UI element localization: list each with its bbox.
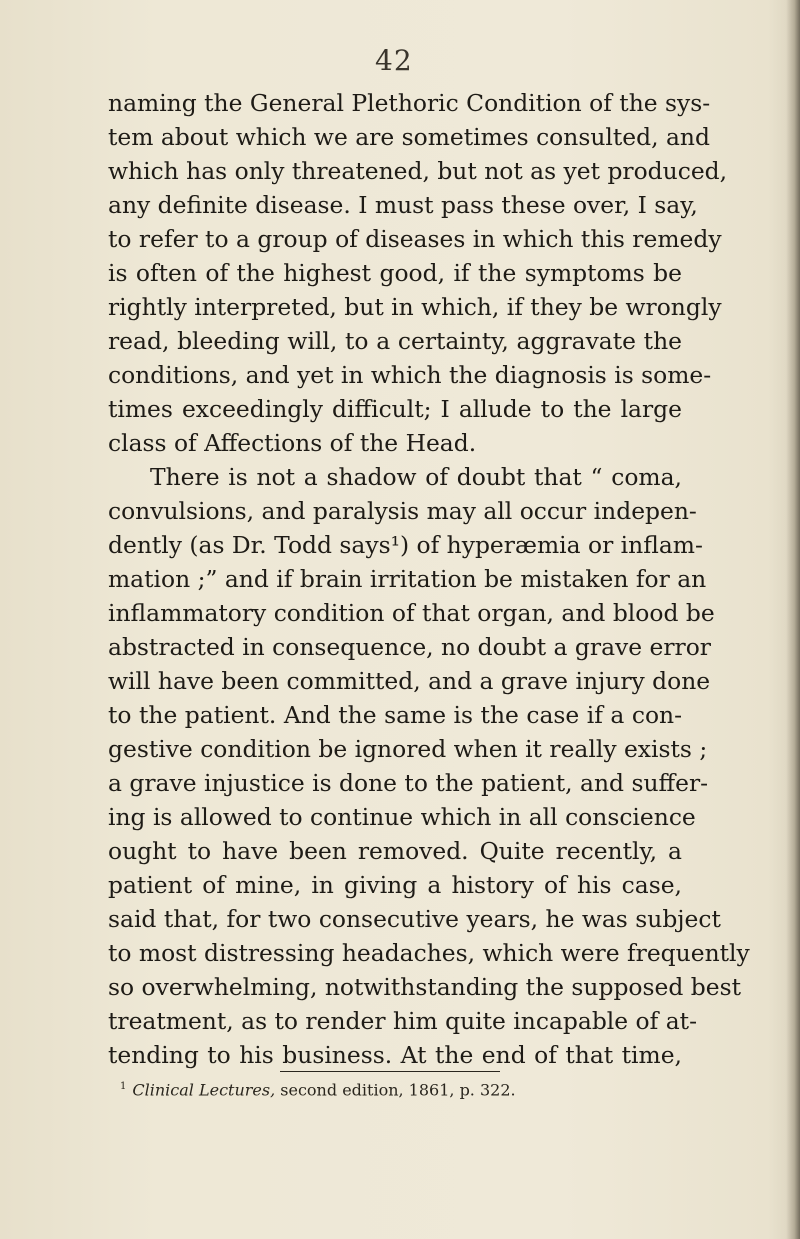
text-line: said that, for two consecutive years, he was subject	[108, 905, 721, 933]
footnote-mark: 1	[120, 1081, 127, 1092]
text-line: conditions, and yet in which the diagnosis is some-	[108, 361, 712, 389]
text-line: gestive condition be ignored when it really exists ;	[108, 735, 708, 763]
text-line: any definite disease. I must pass these over, I say,	[108, 191, 698, 219]
text-line: inflammatory condition of that organ, and blood be	[108, 599, 715, 627]
text-line: will have been committed, and a grave injury done	[108, 667, 711, 695]
text-line: class of Affections of the Head.	[108, 429, 477, 457]
text-line: patient of mine, in giving a history of his case,	[108, 871, 682, 899]
page-edge-shadow	[786, 0, 800, 1239]
text-line: to most distressing headaches, which were frequently	[108, 939, 750, 967]
text-line: dently (as Dr. Todd says¹) of hyperæmia or inflam-	[108, 531, 703, 559]
page-number: 42	[375, 44, 413, 77]
footnote-rule	[280, 1071, 500, 1072]
text-line: ought to have been removed. Quite recently, a	[108, 837, 682, 865]
text-line: which has only threatened, but not as yet produced,	[108, 157, 728, 185]
text-line: a grave injustice is done to the patient, and suffer-	[108, 769, 709, 797]
text-line: There is not a shadow of doubt that “ coma,	[150, 463, 682, 491]
text-line: ing is allowed to continue which in all conscience	[108, 803, 696, 831]
text-line: to refer to a group of diseases in which this remedy	[108, 225, 722, 253]
text-line: abstracted in consequence, no doubt a grave error	[108, 633, 711, 661]
footnote-title: Clinical Lectures,	[132, 1080, 276, 1100]
text-line: tem about which we are sometimes consulted, and	[108, 123, 710, 151]
text-line: read, bleeding will, to a certainty, aggravate the	[108, 327, 682, 355]
text-line: convulsions, and paralysis may all occur indepen-	[108, 497, 697, 525]
text-line: treatment, as to render him quite incapable of at-	[108, 1007, 697, 1035]
text-line: rightly interpreted, but in which, if they be wrongly	[108, 293, 722, 321]
text-line: tending to his business. At the end of that time,	[108, 1041, 682, 1069]
text-line: times exceedingly difficult; I allude to the large	[108, 395, 682, 423]
footnote-text: second edition, 1861, p. 322.	[280, 1080, 516, 1100]
text-line: naming the General Plethoric Condition of the sys-	[108, 89, 711, 117]
text-line: mation ;” and if brain irritation be mistaken for an	[108, 565, 707, 593]
text-line: is often of the highest good, if the symptoms be	[108, 259, 682, 287]
footnote	[120, 1076, 516, 1101]
text-line: so overwhelming, notwithstanding the supposed best	[108, 973, 741, 1001]
text-line: to the patient. And the same is the case if a con-	[108, 701, 682, 729]
